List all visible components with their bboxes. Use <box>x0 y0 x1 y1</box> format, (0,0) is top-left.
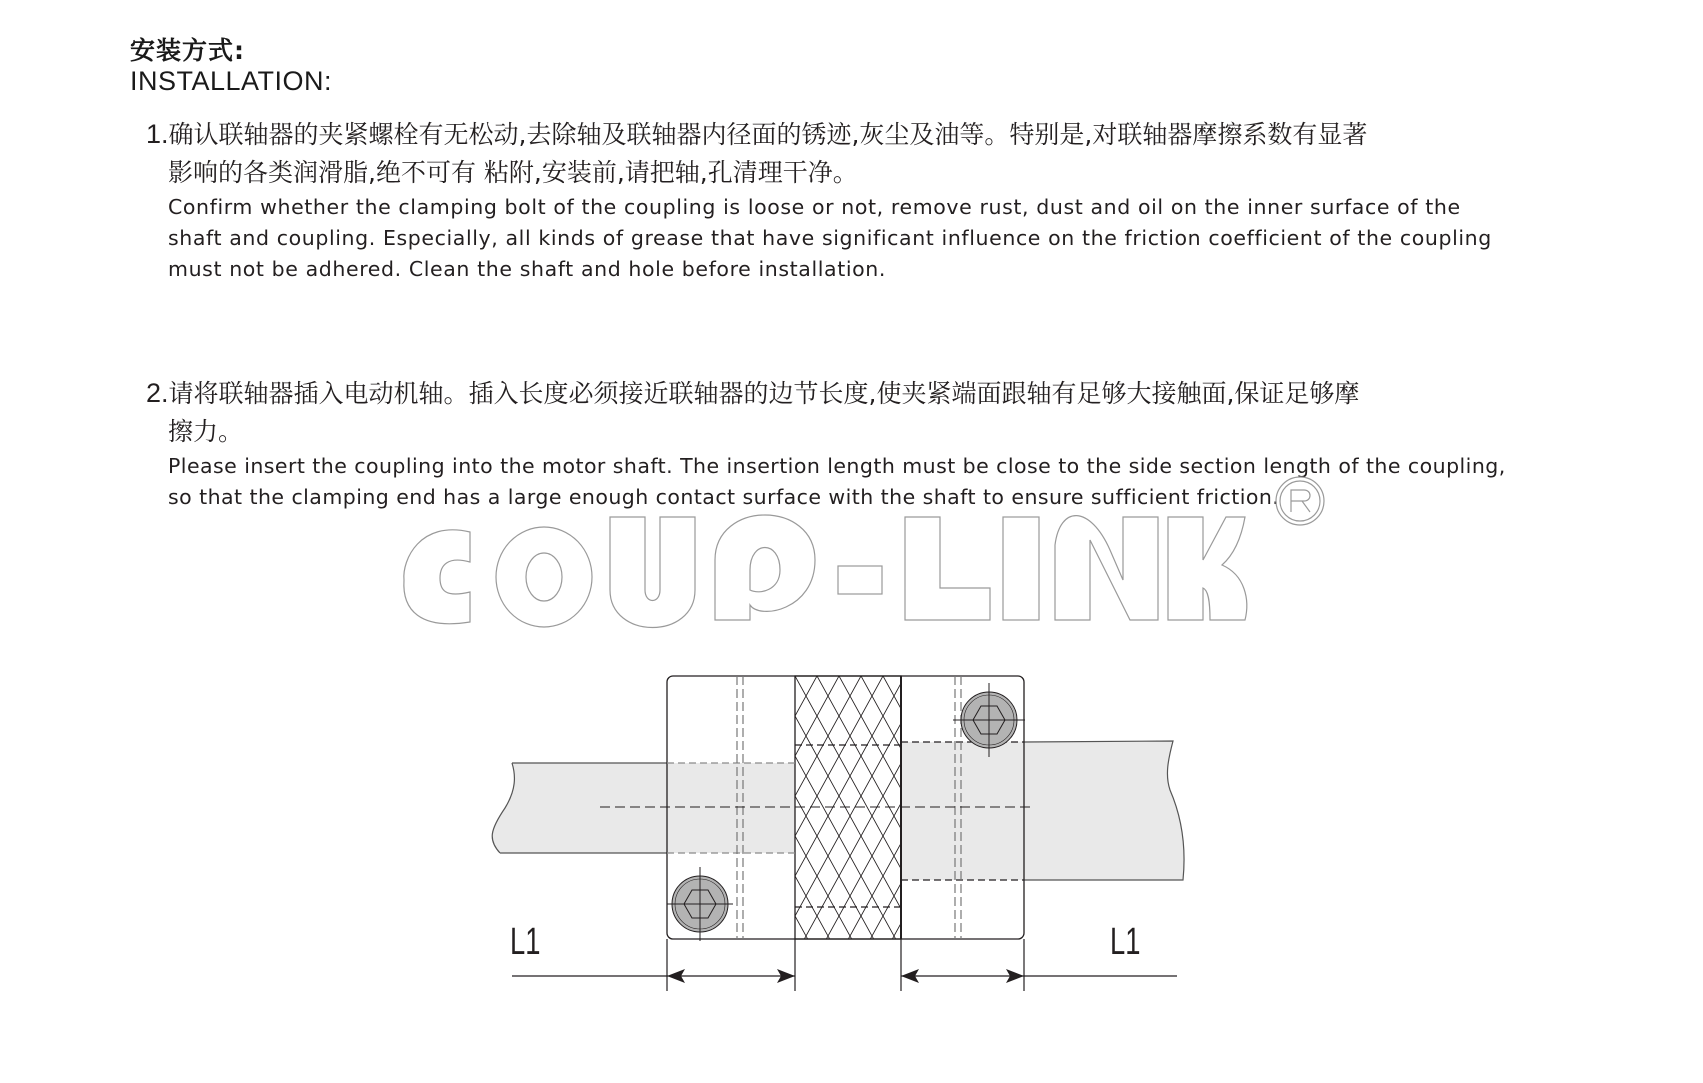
step-2-cn-line-1: 2.请将联轴器插入电动机轴。插入长度必须接近联轴器的边节长度,使夹紧端面跟轴有足够大接触面,保证足够摩 <box>146 378 1360 408</box>
section-title-cn: 安装方式: <box>130 36 245 65</box>
step-1-en-line: shaft and coupling. Especially, all kinds of grease that have significant influence on the friction coefficient of the coupling <box>168 226 1492 250</box>
section-title-en: INSTALLATION: <box>130 66 333 96</box>
left-shaft <box>492 763 795 853</box>
dimension-label-left: L1 <box>510 921 541 963</box>
right-shaft <box>901 741 1184 880</box>
step-2-en-line: Please insert the coupling into the motor shaft. The insertion length must be close to the side section length of the coupling, <box>168 454 1506 478</box>
step-1-en-line: must not be adhered. Clean the shaft and hole before installation. <box>168 257 886 281</box>
clamp-bolt-icon <box>667 867 733 941</box>
step-number: 2. <box>146 378 169 408</box>
step-1-cn-line-2: 影响的各类润滑脂,绝不可有 粘附,安装前,请把轴,孔清理干净。 <box>168 158 858 187</box>
step-number: 1. <box>146 119 169 149</box>
dimension-label-right: L1 <box>1110 921 1141 963</box>
step-2-en-line: so that the clamping end has a large enough contact surface with the shaft to ensure sufficient friction. <box>168 485 1280 509</box>
step-1-cn-line-1: 1.确认联轴器的夹紧螺栓有无松动,去除轴及联轴器内径面的锈迹,灰尘及油等。特别是,对联轴器摩擦系数有显著 <box>146 119 1368 149</box>
step-1-en-line: Confirm whether the clamping bolt of the coupling is loose or not, remove rust, dust and oil on the inner surface of the <box>168 195 1461 219</box>
step-2-cn-line-2: 擦力。 <box>168 417 244 446</box>
dimension-l1 <box>512 939 1177 991</box>
